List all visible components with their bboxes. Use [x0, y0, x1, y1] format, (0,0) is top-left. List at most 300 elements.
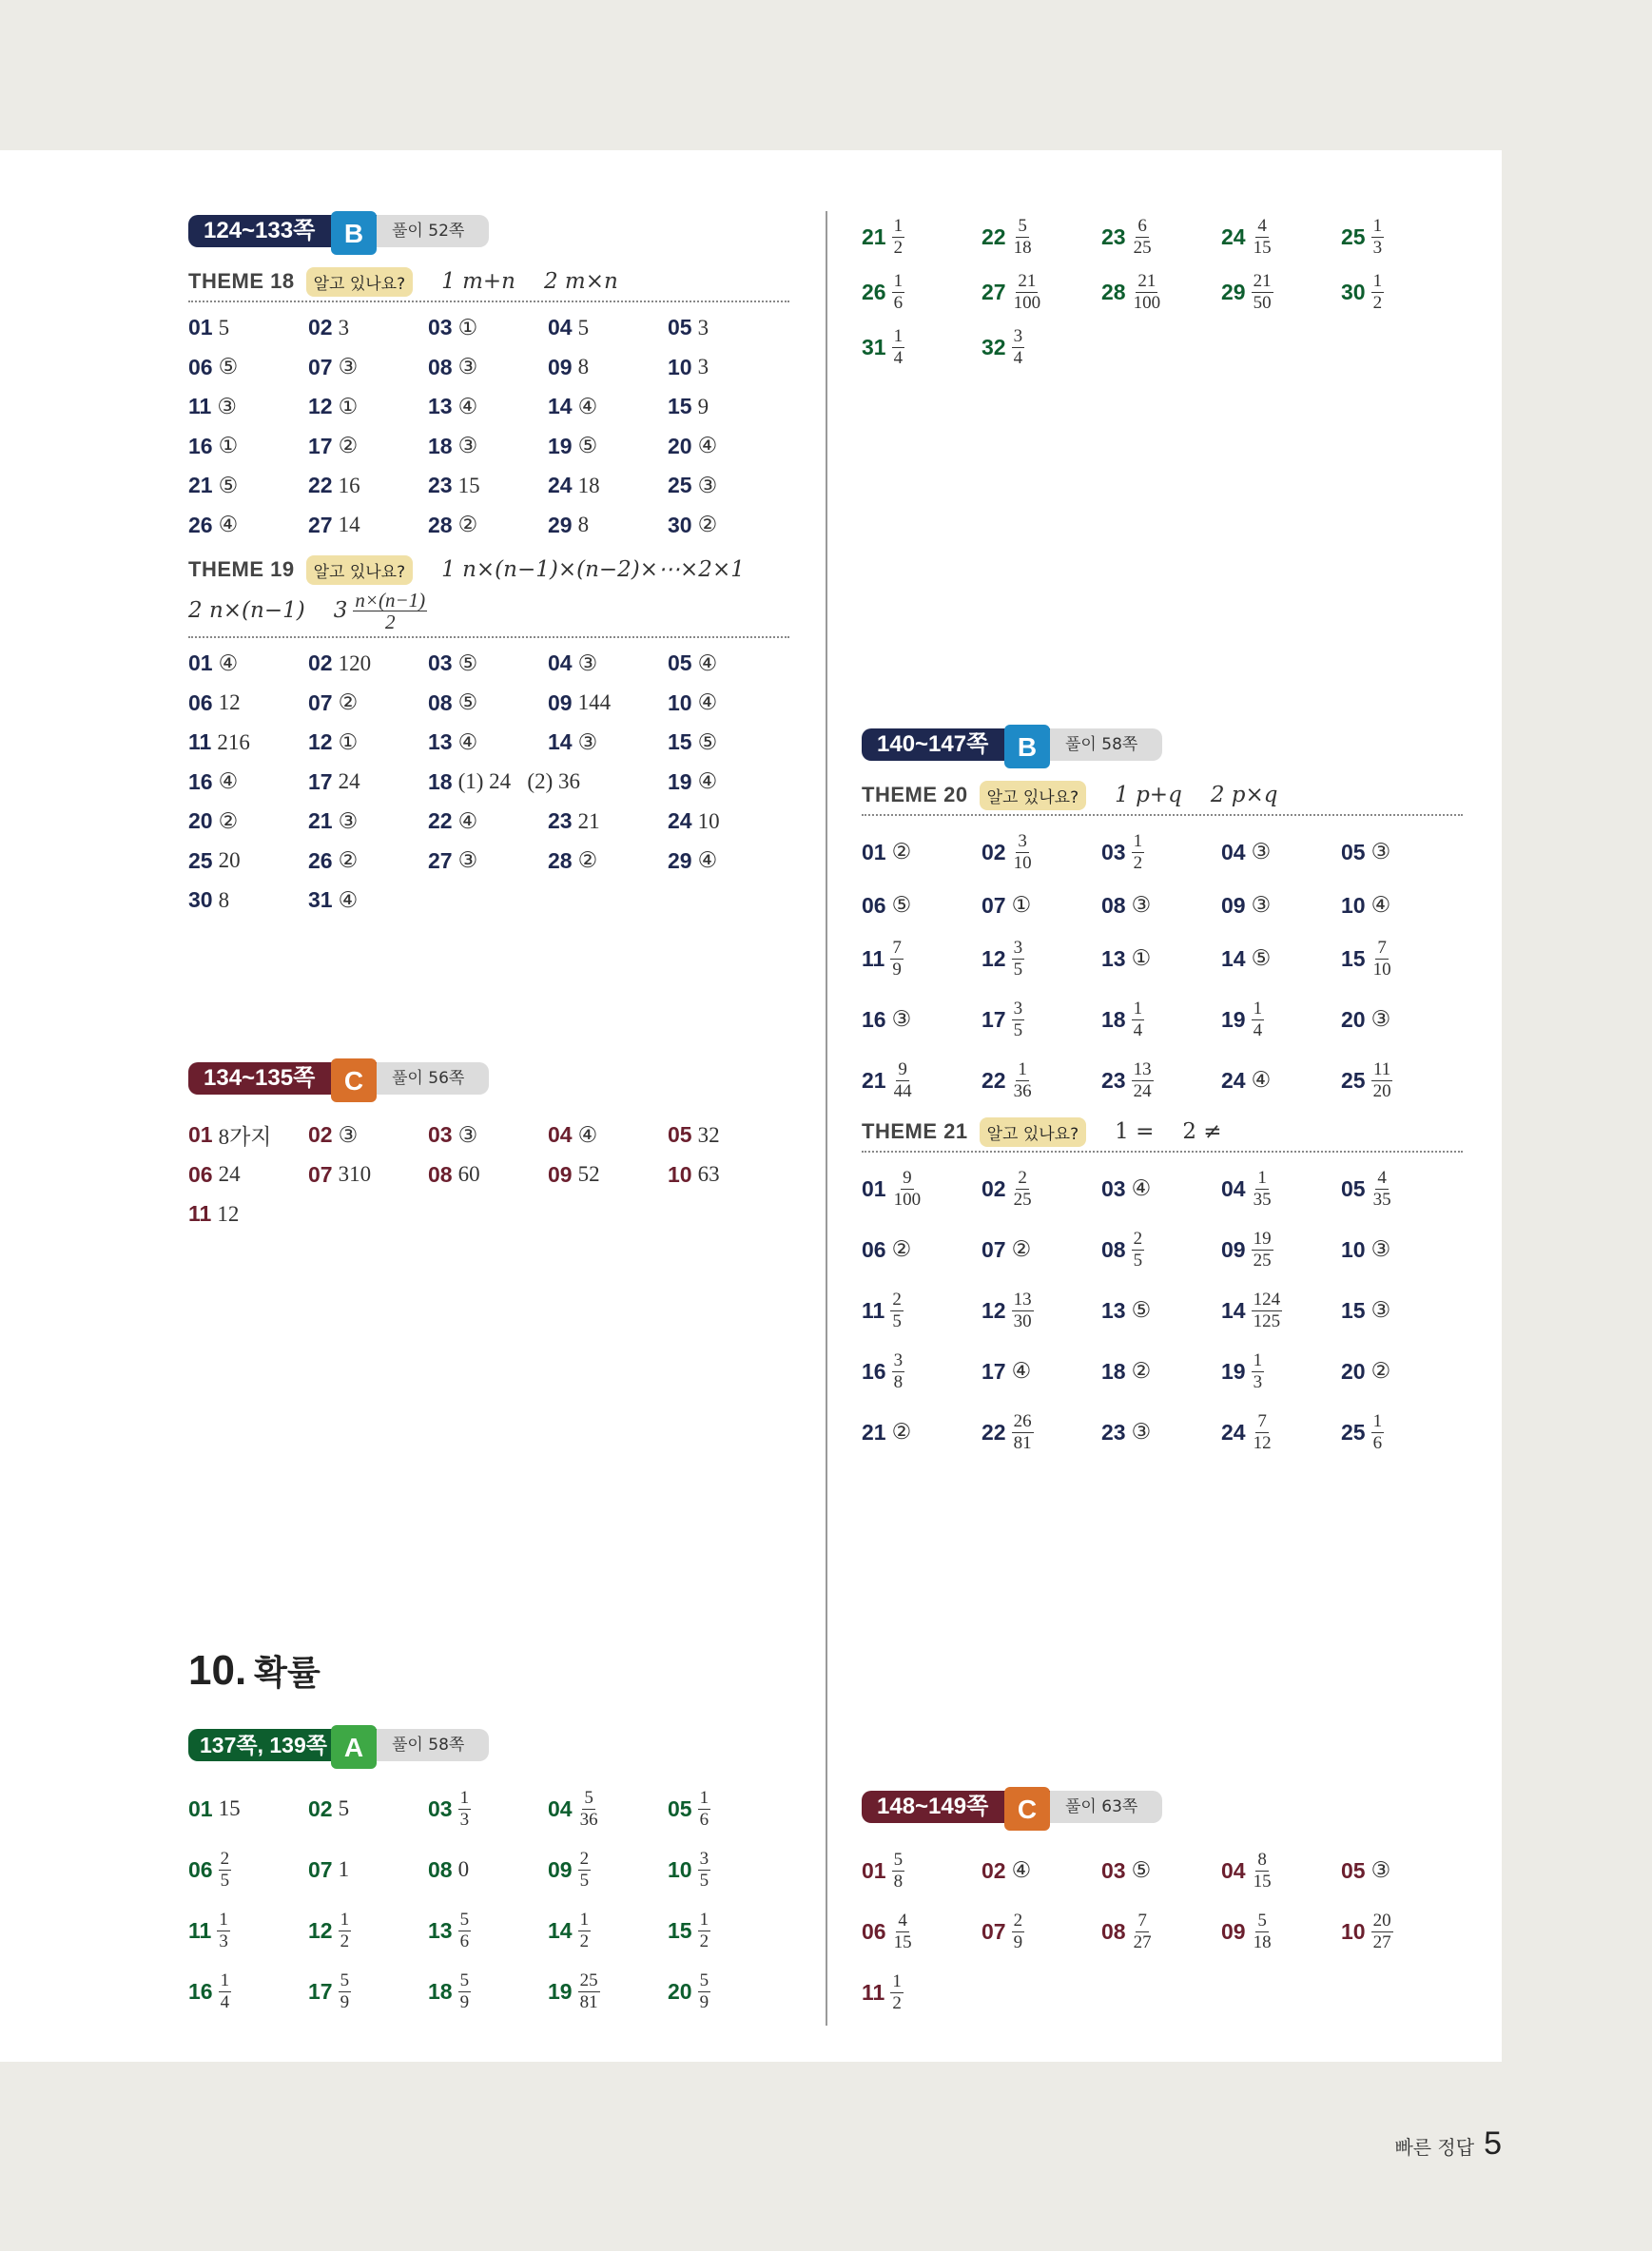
answer-item	[308, 684, 428, 724]
answer-value: ④	[577, 394, 598, 418]
answer-value: ③	[338, 808, 359, 833]
answer-value: ④	[218, 650, 239, 675]
answer-value: 52	[577, 1162, 600, 1187]
denominator: 27	[1372, 1931, 1391, 1952]
answer-item	[1101, 1341, 1221, 1402]
denominator: 4	[1133, 1019, 1143, 1040]
answer-item	[668, 387, 787, 427]
answer-item	[428, 684, 548, 724]
answer-item	[668, 1116, 787, 1155]
pages-label: 137쪽, 139쪽	[188, 1729, 386, 1761]
chapter-title: 확률	[254, 1654, 321, 1693]
answer-fraction	[1012, 831, 1034, 874]
answer-item	[862, 1962, 981, 2023]
answer-fraction	[1252, 1350, 1265, 1393]
answer-grid	[188, 1778, 789, 2022]
question-number: 02	[981, 1857, 1006, 1883]
answer-item	[1341, 1901, 1461, 1962]
answer-item	[981, 989, 1101, 1050]
question-number: 21	[188, 473, 213, 498]
answer-fraction	[339, 1970, 352, 2013]
answer-item	[668, 308, 787, 348]
answer-value: ④	[577, 1122, 598, 1147]
denominator: 25	[1133, 237, 1152, 258]
know-item: 2 ≠	[1182, 1119, 1222, 1144]
answer-value: ③	[1370, 1237, 1391, 1261]
question-number: 14	[548, 1917, 573, 1943]
answer-value: ⑤	[577, 434, 598, 458]
question-number: 28	[1101, 279, 1126, 304]
question-number: 07	[308, 689, 333, 715]
answer-item	[548, 466, 668, 506]
denominator: 9	[1013, 1931, 1023, 1952]
answer-item	[428, 308, 548, 348]
question-number: 26	[862, 279, 886, 304]
know-item: 2 p×q	[1210, 783, 1278, 807]
question-number: 21	[308, 808, 333, 834]
theme-header	[862, 1115, 1463, 1149]
question-number: 29	[1221, 279, 1246, 304]
section-badge	[188, 1725, 789, 1769]
section-124-133	[188, 211, 789, 921]
answer-item	[862, 1050, 981, 1111]
question-number: 12	[981, 1297, 1006, 1323]
answer-value: ②	[338, 690, 359, 715]
numerator: 124	[1253, 1289, 1281, 1310]
numerator: 1	[893, 325, 904, 346]
denominator: 35	[1253, 1189, 1272, 1210]
know-item: 1 m+n	[441, 269, 515, 294]
question-number: 16	[862, 1358, 886, 1384]
answer-item	[188, 427, 308, 467]
numerator: 1	[1253, 998, 1263, 1019]
question-number: 22	[428, 808, 453, 834]
know-tag: 알고 있나요?	[306, 267, 414, 297]
answer-item	[1101, 1840, 1221, 1901]
question-number: 07	[308, 1161, 333, 1187]
answer-fraction	[458, 1788, 472, 1831]
answer-item	[188, 1961, 308, 2022]
denominator: 25	[1013, 1189, 1032, 1210]
answer-value: ②	[218, 808, 239, 833]
answer-fraction	[1132, 216, 1154, 259]
question-number: 29	[668, 847, 692, 873]
denominator: 8	[893, 1371, 904, 1392]
question-number: 11	[188, 1201, 212, 1227]
denominator: 4	[220, 1991, 230, 2012]
numerator: 5	[1257, 1910, 1267, 1931]
answer-item	[1221, 1901, 1341, 1962]
answer-fraction	[1371, 938, 1393, 980]
answer-fraction	[892, 1059, 914, 1102]
numerator: 11	[1372, 1058, 1391, 1079]
answer-item	[188, 387, 308, 427]
answer-value: ⑤	[457, 650, 478, 675]
answer-fraction	[1371, 1911, 1393, 1953]
answer-item	[862, 989, 981, 1050]
answer-fraction	[1012, 271, 1043, 314]
question-number: 19	[548, 433, 573, 458]
answer-item	[548, 506, 668, 546]
theme-label: THEME 18	[188, 269, 295, 293]
answer-value: 14	[338, 513, 360, 537]
answer-item	[428, 802, 548, 842]
answer-fraction	[217, 1910, 230, 1952]
answer-item	[1341, 1840, 1461, 1901]
answer-item	[428, 1839, 548, 1900]
answer-value: 18	[577, 473, 600, 497]
question-number: 03	[1101, 839, 1126, 864]
answer-item	[188, 881, 308, 921]
answer-item	[428, 427, 548, 467]
answer-value: ②	[891, 840, 912, 864]
answer-fraction	[892, 1850, 905, 1892]
answer-item	[308, 427, 428, 467]
question-number: 17	[981, 1006, 1006, 1032]
question-number: 07	[981, 892, 1006, 918]
question-number: 09	[1221, 1918, 1246, 1944]
question-number: 31	[308, 887, 333, 913]
answer-fraction	[1132, 1059, 1154, 1102]
denominator: 6	[1372, 1432, 1383, 1453]
answer-item	[188, 466, 308, 506]
denominator: 10	[1372, 959, 1391, 980]
answer-item	[1101, 1158, 1221, 1219]
question-number: 15	[1341, 945, 1366, 971]
answer-item	[188, 763, 308, 803]
answer-item	[308, 1961, 428, 2022]
answer-item	[862, 1901, 981, 1962]
numerator: 5	[459, 1909, 470, 1930]
answer-item	[428, 506, 548, 546]
question-number: 27	[981, 279, 1006, 304]
answer-item	[862, 1341, 981, 1402]
answer-value: ③	[1251, 840, 1272, 864]
answer-item	[188, 1778, 308, 1839]
know-item: 1 =	[1115, 1119, 1155, 1144]
question-number: 08	[1101, 1918, 1126, 1944]
answer-item	[1101, 209, 1221, 264]
question-number: 15	[668, 1917, 692, 1943]
denominator: 100	[893, 1189, 922, 1210]
answer-item	[428, 644, 548, 684]
answer-value: 24	[338, 769, 360, 794]
question-number: 05	[668, 315, 692, 340]
denominator: 36	[1013, 1080, 1032, 1101]
answer-value: ④	[697, 690, 718, 715]
answer-fraction	[1252, 1411, 1273, 1454]
answer-grid	[188, 308, 789, 545]
answer-item	[862, 1402, 981, 1463]
question-number: 16	[862, 1006, 886, 1032]
theme-header	[862, 778, 1463, 812]
answer-item	[668, 1900, 787, 1961]
question-number: 18	[1101, 1358, 1126, 1384]
answer-item	[1221, 1050, 1341, 1111]
answer-item	[308, 506, 428, 546]
section-badge	[188, 211, 789, 255]
answer-value: ④	[697, 769, 718, 794]
denominator: 18	[1253, 1931, 1272, 1952]
answer-item	[668, 644, 787, 684]
answer-item	[188, 506, 308, 546]
answer-fraction	[1371, 1411, 1385, 1454]
numerator: 13	[1133, 1058, 1152, 1079]
question-number: 05	[668, 650, 692, 676]
question-number: 20	[1341, 1358, 1366, 1384]
answer-value: ④	[1251, 1068, 1272, 1092]
question-number: 32	[981, 334, 1006, 359]
question-number: 20	[668, 1978, 692, 2004]
answer-value: ⑤	[1131, 1858, 1152, 1882]
question-number: 30	[1341, 279, 1366, 304]
answer-value: ⑤	[218, 355, 239, 379]
question-number: 08	[428, 1161, 453, 1187]
question-number: 16	[188, 433, 213, 458]
numerator: n×(n−1)	[355, 588, 426, 611]
answer-item	[188, 1900, 308, 1961]
answer-item	[862, 822, 981, 883]
answer-item	[428, 842, 548, 882]
question-number: 02	[308, 650, 333, 676]
answer-item	[308, 842, 428, 882]
denominator: 2	[579, 1931, 590, 1951]
question-number: 27	[428, 847, 453, 873]
answer-fraction	[1012, 1290, 1034, 1332]
question-number: 23	[1101, 1419, 1126, 1445]
answer-fraction	[890, 1290, 904, 1332]
question-number: 06	[862, 1918, 886, 1944]
answer-value: 10	[697, 808, 720, 833]
question-number: 08	[428, 354, 453, 379]
answer-item	[428, 763, 668, 803]
answer-value: ②	[1011, 1237, 1032, 1261]
question-number: 14	[548, 729, 573, 755]
know-item: 1 p+q	[1115, 783, 1182, 807]
question-number: 12	[981, 945, 1006, 971]
question-number: 04	[548, 315, 573, 340]
question-number: 22	[981, 223, 1006, 249]
answer-item	[981, 1901, 1101, 1962]
answer-item	[308, 387, 428, 427]
question-number: 22	[981, 1419, 1006, 1445]
answer-item	[1341, 883, 1461, 928]
answer-value: 15	[457, 473, 480, 497]
numerator: 1	[893, 215, 904, 236]
answer-item	[1101, 1901, 1221, 1962]
answer-value: 3	[697, 355, 709, 379]
question-number: 23	[1101, 223, 1126, 249]
know-item: 2 n×(n−1)	[188, 598, 305, 623]
answer-item	[308, 881, 428, 921]
question-number: 13	[428, 394, 453, 419]
answer-value: ④	[457, 394, 478, 418]
answer-item	[308, 723, 428, 763]
question-number: 19	[548, 1978, 573, 2004]
question-number: 23	[1101, 1067, 1126, 1093]
answer-value: ②	[891, 1237, 912, 1261]
question-number: 17	[308, 768, 333, 794]
denominator: 100	[1013, 292, 1041, 313]
answer-value: 5	[577, 315, 590, 340]
answer-item	[862, 1840, 981, 1901]
answer-item	[308, 348, 428, 388]
know-tag: 알고 있나요?	[306, 555, 414, 585]
answer-item	[188, 1155, 308, 1195]
question-number: 04	[548, 1795, 573, 1821]
answer-item	[188, 842, 308, 882]
question-number: 25	[188, 847, 213, 873]
answer-item	[1341, 1050, 1461, 1111]
question-number: 20	[668, 433, 692, 458]
section-148-149	[862, 1787, 1463, 2023]
numerator: 5	[584, 1787, 593, 1808]
solution-page-label: 풀이 52쪽	[377, 215, 489, 247]
answer-item	[188, 684, 308, 724]
answer-item	[428, 1116, 548, 1155]
denominator: 44	[893, 1080, 912, 1101]
know-item: 1 n×(n−1)×(n−2)×⋯×2×1	[441, 557, 745, 582]
question-number: 08	[1101, 1236, 1126, 1262]
denominator: 2	[892, 1992, 902, 2013]
denominator: 3	[459, 1809, 470, 1830]
answer-fraction	[1371, 271, 1385, 314]
numerator: 3	[1013, 937, 1023, 958]
numerator: 4	[898, 1910, 907, 1931]
answer-item	[981, 1050, 1101, 1111]
numerator: 2	[579, 1848, 590, 1869]
level-badge: A	[331, 1725, 377, 1769]
answer-value: ③	[1370, 840, 1391, 864]
answer-item	[981, 883, 1101, 928]
answer-fraction	[1252, 1850, 1273, 1892]
pages-label: 124~133쪽	[188, 215, 386, 247]
answer-item	[862, 883, 981, 928]
numerator: 19	[1253, 1228, 1272, 1249]
question-number: 02	[981, 839, 1006, 864]
question-number: 28	[428, 512, 453, 537]
denominator: 3	[1372, 237, 1383, 258]
answer-value: ①	[218, 434, 239, 458]
answer-item	[668, 348, 787, 388]
denominator: 5	[579, 1870, 590, 1891]
answer-item	[981, 264, 1101, 320]
question-number: 11	[862, 945, 885, 971]
numerator: 2	[892, 1289, 902, 1310]
answer-value: ③	[338, 1122, 359, 1147]
answer-item	[308, 308, 428, 348]
denominator: 25	[1253, 1250, 1272, 1271]
numerator: 26	[1013, 1410, 1032, 1431]
numerator: 1	[1253, 1349, 1263, 1370]
numerator: 1	[459, 1787, 470, 1808]
answer-item	[188, 348, 308, 388]
answer-value: 120	[338, 650, 372, 675]
question-number: 09	[548, 354, 573, 379]
denominator: 100	[1133, 292, 1161, 313]
answer-item	[981, 1158, 1101, 1219]
answer-grid	[188, 1116, 789, 1234]
dotted-divider	[862, 1151, 1463, 1153]
question-number: 02	[981, 1175, 1006, 1201]
question-number: 20	[188, 808, 213, 834]
answer-value: ④	[218, 769, 239, 794]
question-number: 24	[1221, 1419, 1246, 1445]
question-number: 07	[981, 1236, 1006, 1262]
answer-item	[548, 348, 668, 388]
answer-item	[1221, 1341, 1341, 1402]
answer-value: ③	[1131, 893, 1152, 917]
denominator: 15	[1253, 1871, 1272, 1892]
answer-value: ③	[457, 355, 478, 379]
answer-item	[981, 1280, 1101, 1341]
question-number: 01	[862, 839, 886, 864]
question-number: 25	[1341, 1419, 1366, 1445]
solution-page-label: 풀이 58쪽	[1050, 728, 1162, 761]
question-number: 10	[668, 1161, 692, 1187]
answer-value: 24	[218, 1162, 241, 1187]
answer-item	[1101, 264, 1221, 320]
question-number: 11	[862, 1297, 885, 1323]
answer-value: ⑤	[1251, 946, 1272, 970]
question-number: 07	[308, 354, 333, 379]
answer-fraction	[892, 271, 905, 314]
denominator: 6	[893, 292, 904, 313]
question-number: 13	[428, 1917, 453, 1943]
answer-item	[308, 1900, 428, 1961]
answer-fraction	[1371, 216, 1385, 259]
answer-item	[1221, 822, 1341, 883]
question-number: 04	[1221, 839, 1246, 864]
answer-fraction	[1371, 1059, 1393, 1102]
chapter-number: 10.	[188, 1647, 247, 1694]
question-number: 21	[862, 1419, 886, 1445]
question-number: 31	[862, 334, 886, 359]
denominator: 15	[893, 1931, 912, 1952]
answer-value: ⑤	[457, 690, 478, 715]
answer-value: ②	[457, 513, 478, 537]
page-footer	[1394, 2125, 1502, 2163]
answer-value: ⑤	[891, 893, 912, 917]
answer-value: 60	[457, 1162, 480, 1187]
page-number: 5	[1484, 2125, 1502, 2162]
answer-fraction	[1012, 1168, 1034, 1211]
answer-item	[428, 1778, 548, 1839]
know-tag: 알고 있나요?	[980, 781, 1087, 810]
numerator: 20	[1372, 1910, 1391, 1931]
answer-item	[1221, 209, 1341, 264]
question-number: 18	[428, 768, 453, 794]
question-number: 19	[1221, 1006, 1246, 1032]
question-number: 14	[1221, 945, 1246, 971]
question-number: 01	[188, 1795, 213, 1821]
answer-fraction	[1012, 1911, 1025, 1953]
answer-fraction	[1132, 271, 1163, 314]
question-number: 13	[1101, 1297, 1126, 1323]
question-number: 21	[862, 223, 886, 249]
numerator: 21	[1018, 270, 1037, 291]
numerator: 1	[699, 1787, 709, 1808]
numerator: 5	[1018, 215, 1027, 236]
answer-value: 1	[338, 1857, 350, 1881]
answer-item	[1221, 928, 1341, 989]
answer-value: ④	[1011, 1359, 1032, 1383]
answer-item	[1221, 1219, 1341, 1280]
answer-value: ③	[577, 650, 598, 675]
answer-value: 3	[697, 315, 709, 340]
answer-value: ④	[697, 650, 718, 675]
answer-item	[668, 802, 787, 842]
